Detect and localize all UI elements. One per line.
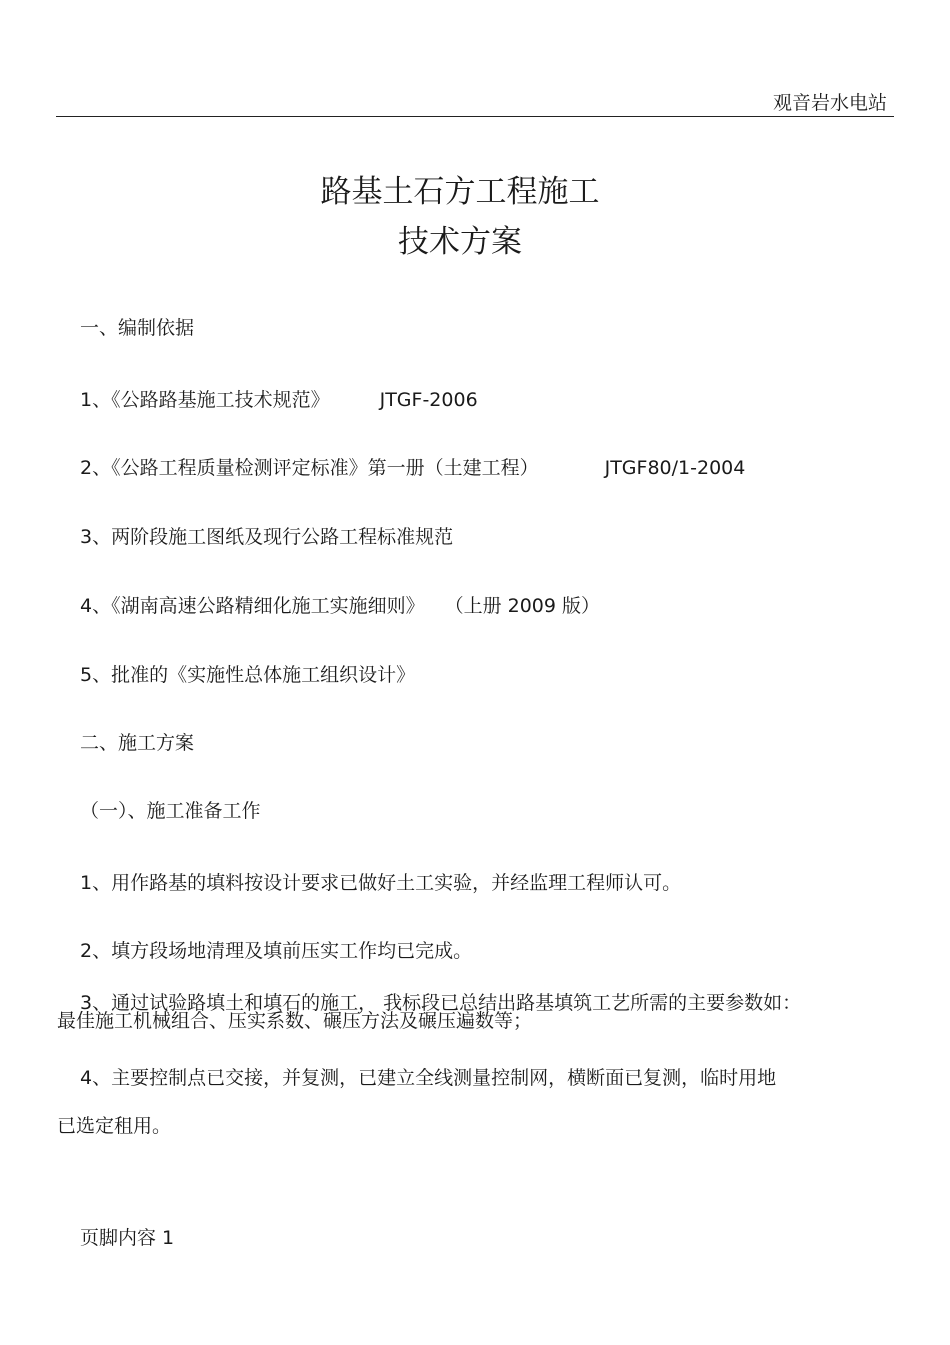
prep-item-4: 4、主要控制点已交接，并复测，已建立全线测量控制网，横断面已复测，临时用地 xyxy=(80,1067,777,1089)
basis-item-4 xyxy=(80,594,600,618)
prep-item-3-continued: 最佳施工机械组合、压实系数、碾压方法及碾压遍数等； xyxy=(57,1010,533,1032)
basis-item-5: 5、批准的《实施性总体施工组织设计》 xyxy=(80,664,416,686)
basis-item-2-text: 2、《公路工程质量检测评定标准》第一册（土建工程） xyxy=(80,457,539,479)
section-2-heading: 二、施工方案 xyxy=(80,732,195,754)
footer-text: 页脚内容 1 xyxy=(80,1227,175,1249)
basis-item-1 xyxy=(80,388,478,412)
prep-item-3: 3、通过试验路填土和填石的施工， 我标段已总结出路基填筑工艺所需的主要参数如： xyxy=(80,992,802,1014)
basis-item-1-text: 1、《公路路基施工技术规范》 xyxy=(80,389,330,411)
basis-item-3: 3、两阶段施工图纸及现行公路工程标准规范 xyxy=(80,526,454,548)
basis-item-4-code: （上册 2009 版） xyxy=(444,595,601,617)
section-2-subheading: （一）、施工准备工作 xyxy=(80,800,261,822)
basis-item-2-code: JTGF80/1-2004 xyxy=(604,457,746,479)
header-org: 观音岩水电站 xyxy=(772,92,887,114)
prep-item-1: 1、用作路基的填料按设计要求已做好土工实验，并经监理工程师认可。 xyxy=(80,872,682,894)
title-line-1: 路基土石方工程施工 xyxy=(320,174,600,210)
header-rule xyxy=(56,116,894,117)
title-line-2: 技术方案 xyxy=(398,224,522,260)
basis-item-2 xyxy=(80,456,745,480)
prep-item-2: 2、填方段场地清理及填前压实工作均已完成。 xyxy=(80,940,473,962)
basis-item-1-code: JTGF-2006 xyxy=(379,389,478,411)
basis-item-4-text: 4、《湖南高速公路精细化施工实施细则》 xyxy=(80,595,425,617)
prep-item-4-continued: 已选定租用。 xyxy=(57,1115,172,1137)
section-1-heading: 一、编制依据 xyxy=(80,317,195,339)
